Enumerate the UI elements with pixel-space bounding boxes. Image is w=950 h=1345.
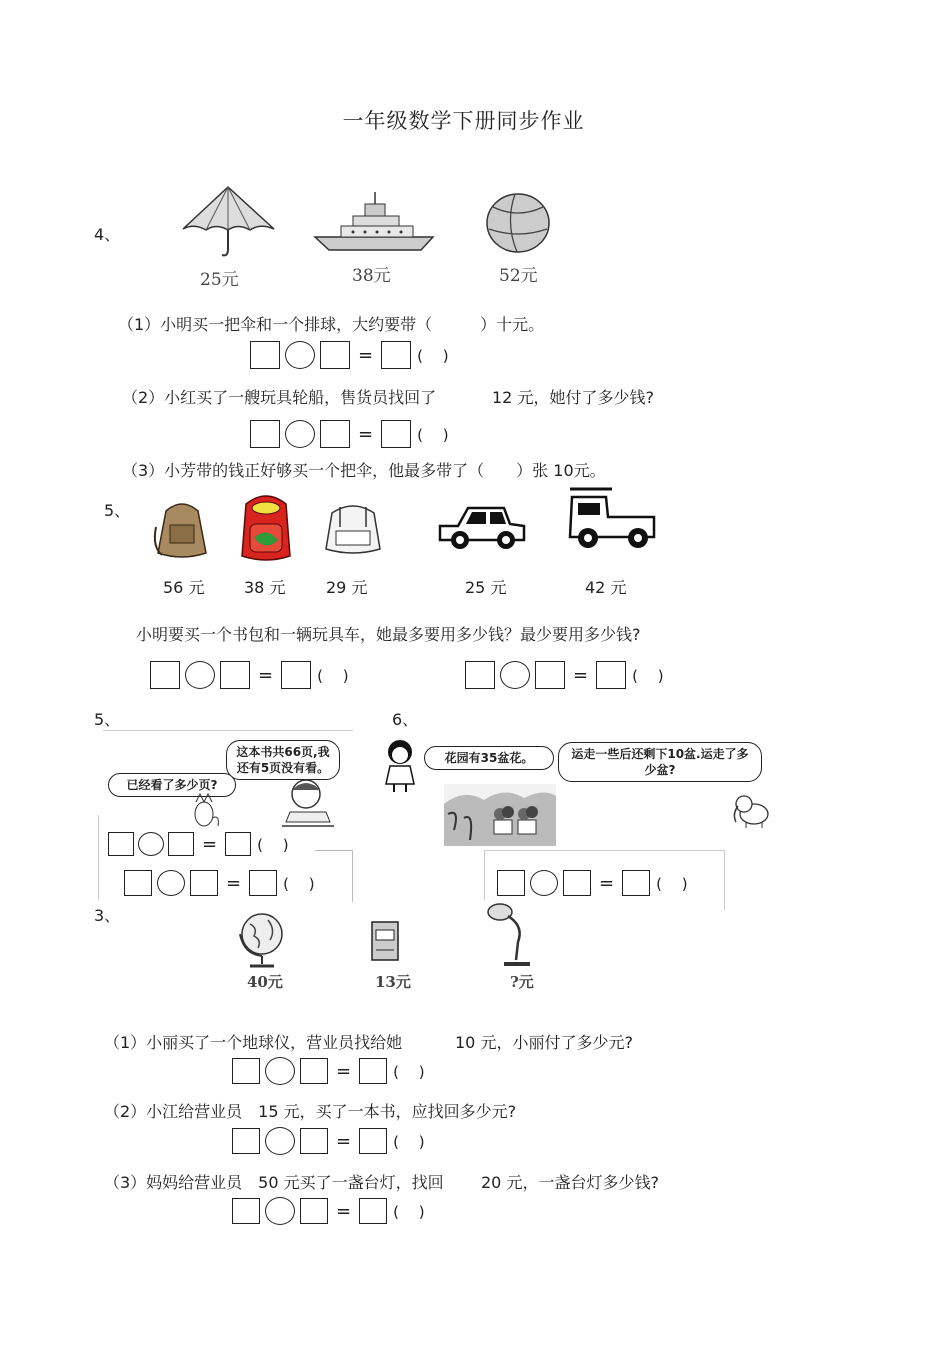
- q3-sub2-text: （2）小江给营业员 15 元，买了一本书，应找回多少元?: [104, 1102, 517, 1121]
- price-white-backpack: 29 元: [326, 578, 368, 597]
- volleyball-image: [485, 193, 551, 253]
- equation-row: [232, 1197, 425, 1225]
- umbrella-image: [180, 185, 280, 260]
- answer-box[interactable]: [281, 661, 311, 689]
- scan-edge: [315, 850, 353, 851]
- price-toy-car: 25 元: [465, 578, 507, 597]
- scan-edge: [103, 730, 353, 731]
- operator-circle[interactable]: [285, 420, 315, 448]
- unit-paren[interactable]: ( ): [393, 1062, 425, 1081]
- fox-cartoon-image: [190, 790, 220, 830]
- q4-sub2-text-b: 12 元，她付了多少钱?: [492, 388, 654, 407]
- unit-paren[interactable]: ( ): [656, 874, 688, 893]
- book-image: [370, 920, 400, 962]
- backpack-red-image: [236, 490, 296, 565]
- q4-sub1-text: （1）小明买一把伞和一个排球，大约要带（ ）十元。: [118, 315, 545, 334]
- desk-lamp-image: [486, 902, 542, 968]
- answer-box[interactable]: [190, 870, 218, 896]
- equals-sign: =: [336, 1200, 352, 1222]
- toy-car-image: [438, 500, 528, 552]
- equals-sign: =: [258, 664, 274, 686]
- equation-row-faint: [108, 832, 289, 856]
- operator-circle[interactable]: [265, 1127, 295, 1155]
- answer-box[interactable]: [150, 661, 180, 689]
- operator-circle[interactable]: [285, 341, 315, 369]
- q3-sub3-text-b: 20 元，一盏台灯多少钱?: [481, 1173, 659, 1192]
- q4-sub3-text: （3）小芳带的钱正好够买一个把伞，他最多带了（ ）张 10元。: [122, 461, 606, 480]
- answer-box[interactable]: [622, 870, 650, 896]
- answer-box[interactable]: [381, 341, 411, 369]
- operator-circle[interactable]: [265, 1197, 295, 1225]
- operator-circle[interactable]: [157, 870, 185, 896]
- answer-box[interactable]: [225, 832, 251, 856]
- answer-box[interactable]: [300, 1198, 328, 1224]
- equation-row-max: [150, 661, 349, 689]
- scan-edge: [484, 850, 485, 900]
- answer-box[interactable]: [250, 420, 280, 448]
- scan-edge: [724, 850, 725, 910]
- equation-row: [232, 1127, 425, 1155]
- scan-edge: [352, 850, 353, 902]
- equals-sign: =: [358, 344, 374, 366]
- garden-scene-image: [444, 784, 556, 846]
- scan-edge: [98, 815, 99, 900]
- q3-sub1-text-b: 10 元，小丽付了多少元?: [455, 1033, 633, 1052]
- answer-box[interactable]: [320, 341, 350, 369]
- equals-sign: =: [226, 872, 242, 894]
- boy-reading-image: [278, 778, 338, 833]
- answer-box[interactable]: [320, 420, 350, 448]
- scan-edge: [484, 850, 724, 851]
- unit-paren[interactable]: ( ): [393, 1132, 425, 1151]
- answer-box[interactable]: [359, 1128, 387, 1154]
- answer-box[interactable]: [596, 661, 626, 689]
- unit-paren[interactable]: ( ): [257, 835, 289, 854]
- globe-image: [236, 910, 288, 970]
- answer-box[interactable]: [249, 870, 277, 896]
- question-number-5: 5、: [104, 501, 131, 520]
- equation-row: [250, 341, 449, 369]
- unit-paren[interactable]: ( ): [317, 666, 349, 685]
- unit-paren[interactable]: ( ): [417, 425, 449, 444]
- answer-box[interactable]: [124, 870, 152, 896]
- elephant-cartoon-image: [732, 790, 772, 830]
- girl-cartoon-image: [382, 738, 422, 794]
- unit-paren[interactable]: ( ): [632, 666, 664, 685]
- unit-paren[interactable]: ( ): [393, 1202, 425, 1221]
- operator-circle[interactable]: [185, 661, 215, 689]
- answer-box[interactable]: [232, 1198, 260, 1224]
- equals-sign: =: [336, 1060, 352, 1082]
- answer-box[interactable]: [359, 1058, 387, 1084]
- price-umbrella: 25元: [200, 270, 239, 290]
- price-brown-backpack: 56 元: [163, 578, 205, 597]
- equation-row-min: [465, 661, 664, 689]
- backpack-white-image: [322, 497, 384, 557]
- equation-row: [497, 870, 688, 896]
- q3-sub1-text-a: （1）小丽买了一个地球仪，营业员找给她: [104, 1033, 403, 1052]
- speech-bubble-fox: 已经看了多少页?: [108, 773, 236, 797]
- question-number-6: 6、: [392, 710, 419, 729]
- answer-box[interactable]: [232, 1058, 260, 1084]
- unit-paren[interactable]: ( ): [283, 874, 315, 893]
- answer-box[interactable]: [465, 661, 495, 689]
- q3-sub3-text-a: （3）妈妈给营业员 50 元买了一盏台灯，找回: [104, 1173, 444, 1192]
- backpack-brown-image: [152, 497, 212, 562]
- answer-box[interactable]: [108, 832, 134, 856]
- q5-question-text: 小明要买一个书包和一辆玩具车，她最多要用多少钱？最少要用多少钱?: [136, 625, 641, 644]
- question-number-4: 4、: [94, 225, 121, 244]
- answer-box[interactable]: [359, 1198, 387, 1224]
- equals-sign: =: [599, 872, 615, 894]
- unit-paren[interactable]: ( ): [417, 346, 449, 365]
- answer-box[interactable]: [535, 661, 565, 689]
- price-globe: 40元: [247, 973, 283, 991]
- price-ship: 38元: [352, 266, 391, 286]
- answer-box[interactable]: [300, 1128, 328, 1154]
- toy-truck-image: [566, 489, 658, 551]
- equation-row: [232, 1057, 425, 1085]
- operator-circle[interactable]: [530, 870, 558, 896]
- equation-row: [250, 420, 449, 448]
- operator-circle[interactable]: [265, 1057, 295, 1085]
- operator-circle[interactable]: [500, 661, 530, 689]
- question-number-5b: 5、: [94, 710, 121, 729]
- speech-bubble-girl: 花园有35盆花。: [424, 746, 554, 770]
- speech-bubble-boy: 这本书共66页,我还有5页没有看。: [226, 740, 340, 780]
- price-desk-lamp: ?元: [510, 973, 534, 991]
- answer-box[interactable]: [168, 832, 194, 856]
- equals-sign: =: [336, 1130, 352, 1152]
- question-number-3: 3、: [94, 906, 121, 925]
- price-book: 13元: [375, 973, 411, 991]
- equals-sign: =: [358, 423, 374, 445]
- equals-sign: =: [573, 664, 589, 686]
- answer-box[interactable]: [232, 1128, 260, 1154]
- operator-circle[interactable]: [138, 832, 164, 856]
- answer-box[interactable]: [300, 1058, 328, 1084]
- ship-image: [313, 192, 438, 257]
- answer-box[interactable]: [381, 420, 411, 448]
- price-toy-truck: 42 元: [585, 578, 627, 597]
- answer-box[interactable]: [220, 661, 250, 689]
- equals-sign: =: [202, 833, 218, 855]
- price-volleyball: 52元: [499, 266, 538, 286]
- q4-sub2-text-a: （2）小红买了一艘玩具轮船，售货员找回了: [122, 388, 437, 407]
- speech-bubble-elephant: 运走一些后还剩下10盆.运走了多少盆?: [558, 742, 762, 782]
- answer-box[interactable]: [497, 870, 525, 896]
- page-title: 一年级数学下册同步作业: [342, 109, 585, 133]
- equation-row: [124, 870, 315, 896]
- price-red-backpack: 38 元: [244, 578, 286, 597]
- answer-box[interactable]: [563, 870, 591, 896]
- answer-box[interactable]: [250, 341, 280, 369]
